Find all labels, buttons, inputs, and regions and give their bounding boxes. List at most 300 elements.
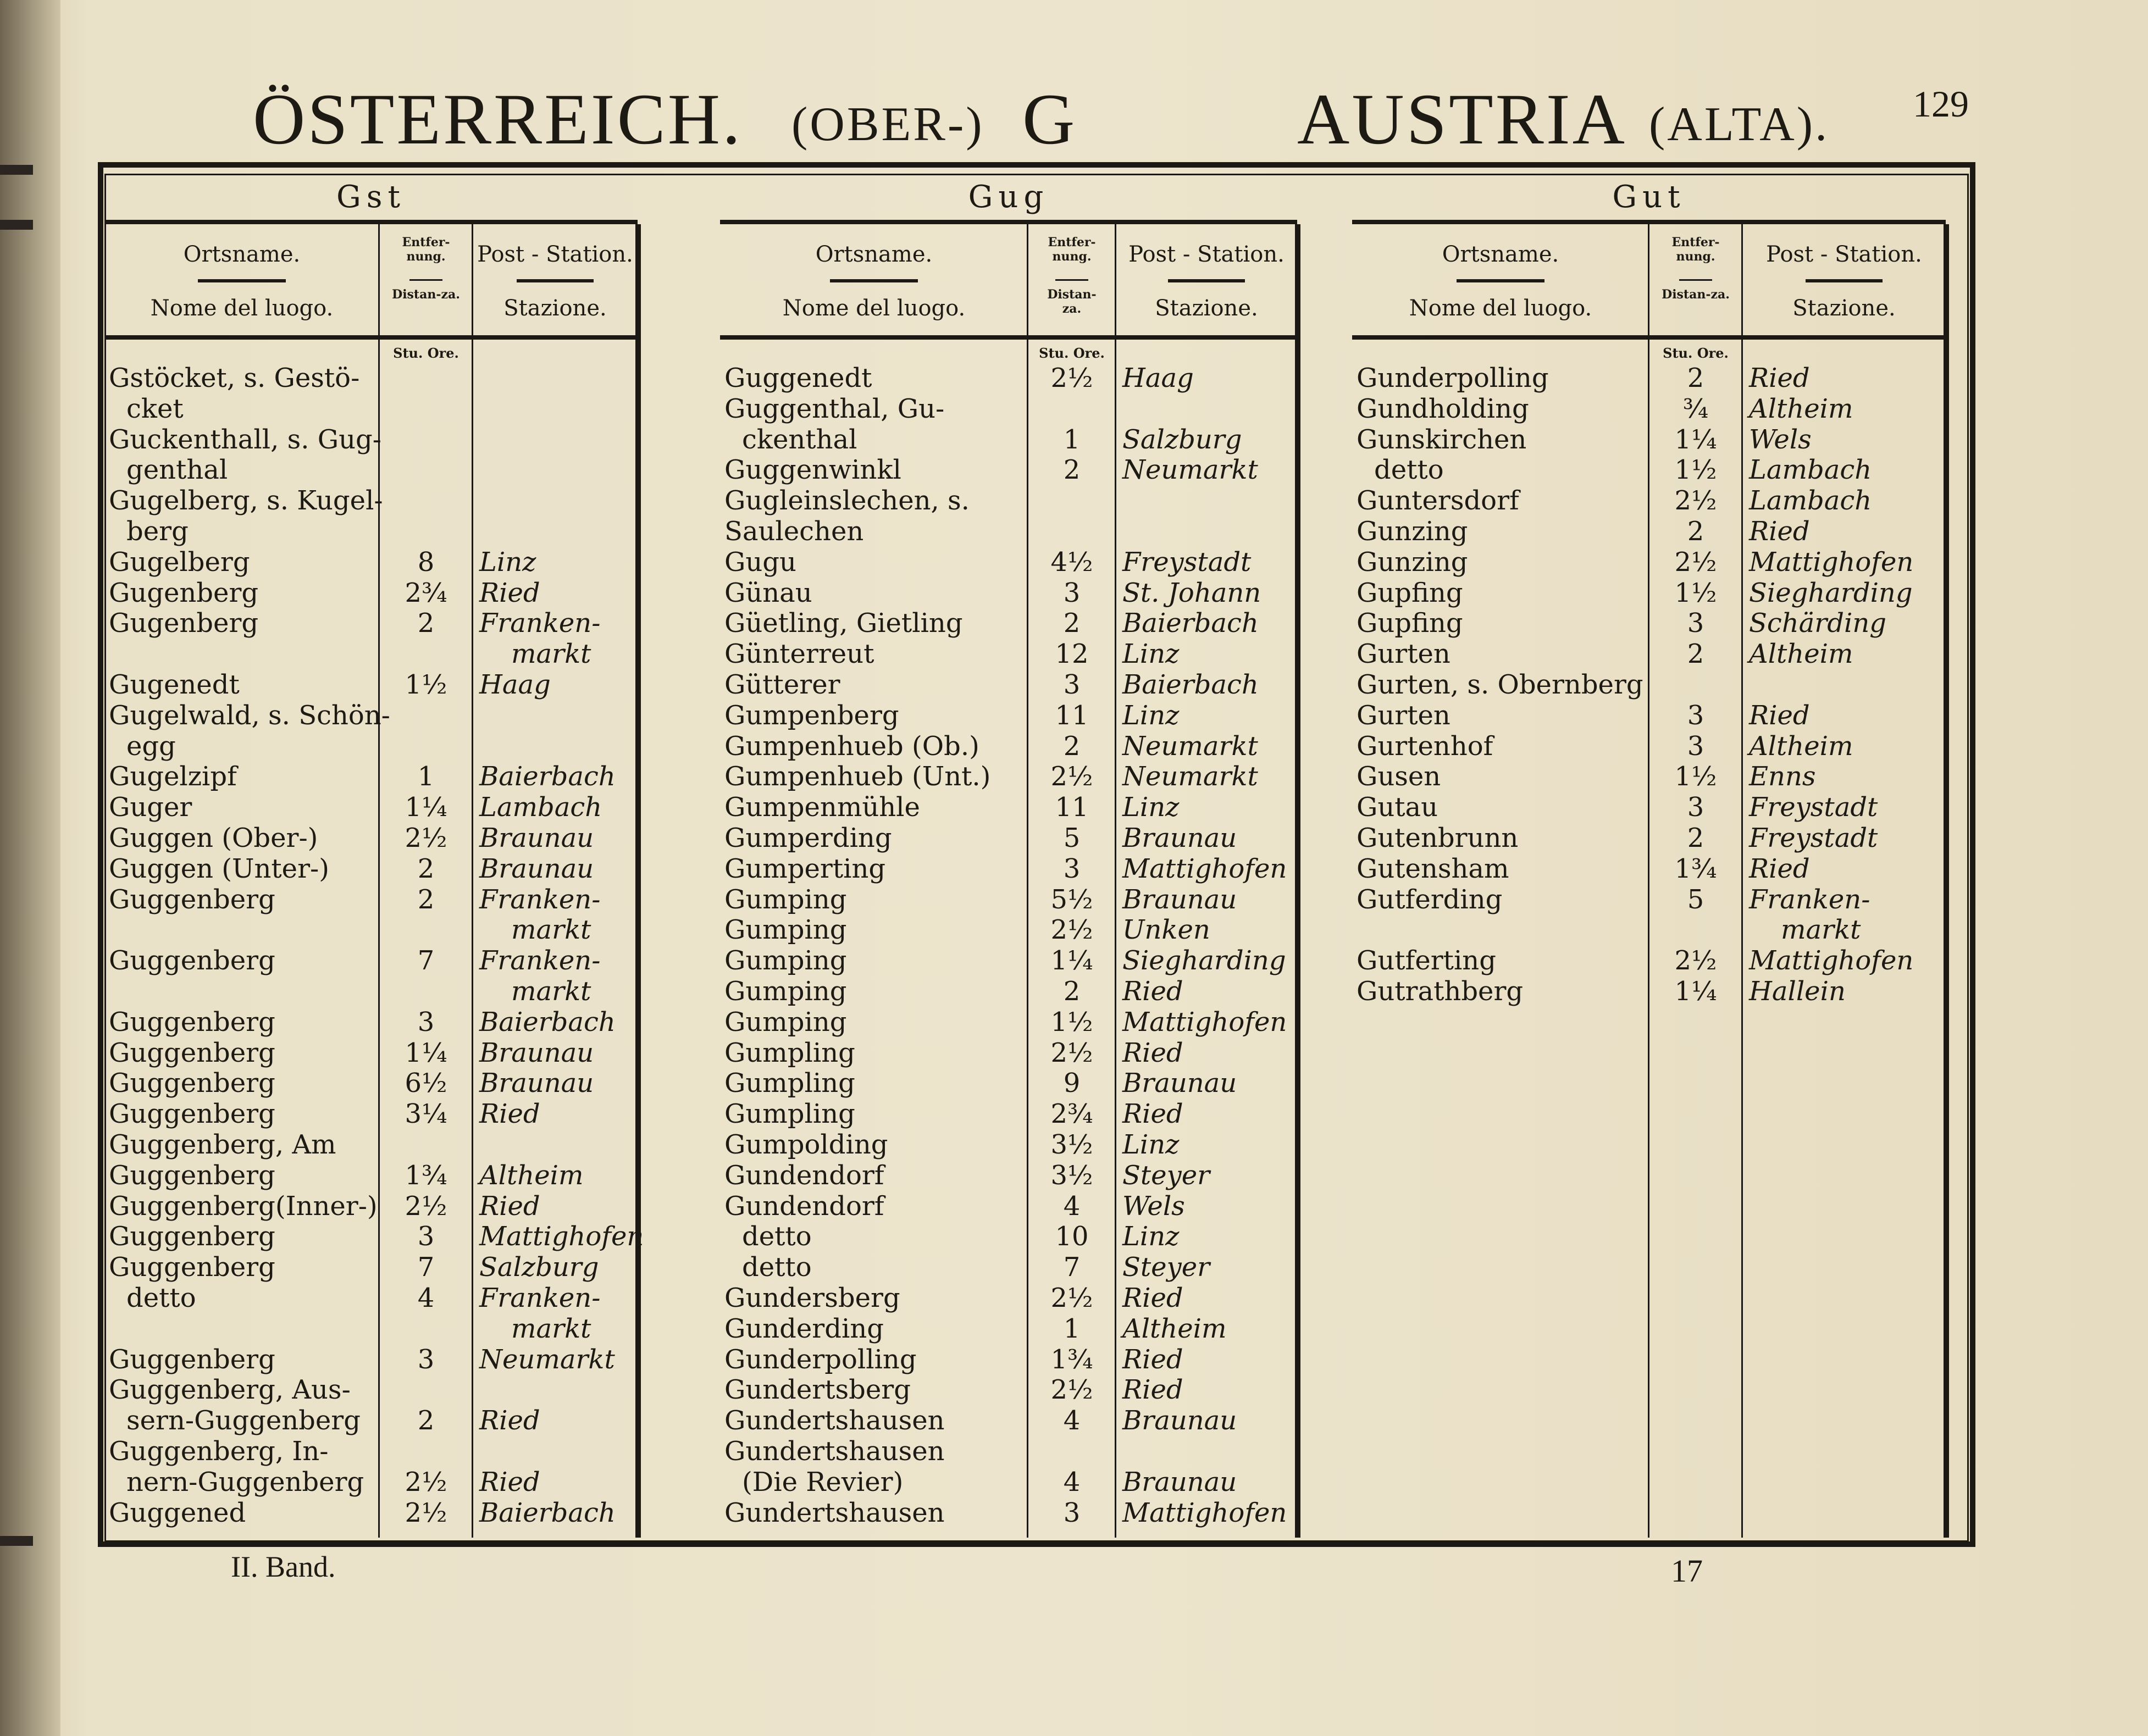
- table-row: [1352, 516, 1946, 547]
- table-row: [720, 424, 1297, 455]
- distance-hours: 2: [1063, 454, 1081, 486]
- post-station: Braunau: [479, 823, 594, 853]
- place-name: Gumpling: [724, 1037, 855, 1068]
- distance-hours: 2¾: [1050, 1099, 1093, 1130]
- place-name: Gumpenmühle: [724, 792, 920, 823]
- table-row: [104, 363, 638, 393]
- header-rule: [1806, 279, 1883, 282]
- distance-hours: 2¾: [405, 577, 447, 608]
- place-name: Gugleinslechen, s.: [724, 485, 970, 517]
- distance-hours: 5: [1687, 884, 1704, 915]
- table-row: [104, 454, 638, 485]
- header-place-name: [1352, 224, 1649, 340]
- place-name: Guggenberg, In-: [109, 1436, 329, 1467]
- post-station: Salzburg: [1122, 424, 1242, 455]
- place-name: Gugelzipf: [109, 761, 237, 792]
- place-name: Gumping: [724, 884, 847, 915]
- post-station: Freystadt: [1122, 546, 1252, 578]
- place-name: Gutau: [1357, 792, 1438, 823]
- distance-hours: 5½: [1050, 884, 1093, 915]
- post-station: Braunau: [479, 1068, 594, 1099]
- place-name: Gundendorf: [724, 1160, 884, 1191]
- signature-mark: 17: [1671, 1553, 1703, 1589]
- post-station: Ried: [479, 1190, 540, 1222]
- post-station: Mattighofen: [1122, 853, 1287, 884]
- table-row: [720, 485, 1297, 516]
- post-station: Lambach: [1749, 485, 1872, 517]
- post-station: Haag: [479, 669, 551, 700]
- header-post-it: Stazione.: [503, 296, 607, 321]
- table-row: [1352, 884, 1946, 915]
- place-name: Gutensham: [1357, 853, 1509, 884]
- table-row: [720, 823, 1297, 853]
- place-name: Gugu: [724, 546, 796, 578]
- unit-label: Stu. Ore.: [1663, 345, 1729, 361]
- post-station: Baierbach: [1122, 608, 1259, 639]
- table-row: [720, 1099, 1297, 1129]
- table-row: [720, 454, 1297, 485]
- table-row: [720, 1129, 1297, 1160]
- table-row: [104, 639, 638, 669]
- header-rule: [409, 279, 442, 281]
- distance-hours: 7: [1063, 1252, 1081, 1283]
- post-station: markt: [511, 1313, 591, 1344]
- post-station: Steyer: [1122, 1160, 1210, 1191]
- table-row: [720, 853, 1297, 884]
- place-name: Guggenberg: [109, 1006, 275, 1038]
- post-station: Siegharding: [1749, 577, 1913, 608]
- section-title-rule: [104, 220, 638, 224]
- header-post-station: [1116, 224, 1297, 340]
- table-row: [104, 669, 638, 700]
- distance-hours: 4: [1063, 1190, 1081, 1222]
- table-row: [720, 393, 1297, 424]
- header-name-de: Ortsname.: [815, 242, 933, 267]
- header-distance: [1649, 224, 1742, 340]
- place-name: Gütterer: [724, 669, 840, 700]
- table-row: [1352, 547, 1946, 578]
- distance-hours: 9: [1063, 1068, 1081, 1099]
- post-station: Altheim: [1749, 393, 1853, 424]
- header-post-it: Stazione.: [1792, 296, 1896, 321]
- place-name: Gugenberg: [109, 608, 259, 639]
- table-row: [720, 1038, 1297, 1068]
- page-number: 129: [1913, 83, 1969, 125]
- place-name: Gumpling: [724, 1099, 855, 1130]
- table-row: [104, 485, 638, 516]
- table-row: [1352, 639, 1946, 669]
- place-name: Guggenberg: [109, 884, 275, 915]
- distance-hours: 2: [1687, 639, 1704, 670]
- place-name: Guggenberg: [109, 1160, 275, 1191]
- place-name: Gumping: [724, 976, 847, 1007]
- distance-hours: 3: [1687, 792, 1704, 823]
- table-row: [104, 731, 638, 762]
- distance-hours: 1½: [1674, 454, 1717, 486]
- distance-hours: 7: [417, 1252, 435, 1283]
- distance-hours: 11: [1055, 700, 1089, 731]
- header-dist-it: Distan-za.: [1047, 287, 1097, 316]
- place-name: Gugelwald, s. Schön-: [109, 700, 390, 731]
- post-station: Ried: [479, 1405, 540, 1437]
- post-station: Franken-: [479, 608, 601, 639]
- distance-hours: 3¼: [405, 1099, 447, 1130]
- table-row: [104, 1160, 638, 1191]
- post-station: Neumarkt: [1122, 730, 1258, 762]
- section-gut: [1352, 174, 1946, 1542]
- table-row: [720, 1068, 1297, 1099]
- post-station: Ried: [479, 1466, 540, 1497]
- table-row: [720, 516, 1297, 547]
- header-rule: [1055, 279, 1088, 281]
- table-row: [104, 945, 638, 976]
- distance-hours: 2: [417, 853, 435, 884]
- place-name: sern-Guggenberg: [126, 1405, 361, 1437]
- distance-hours: 2: [1687, 823, 1704, 853]
- table-row: [104, 1221, 644, 1252]
- distance-hours: 10: [1055, 1221, 1089, 1252]
- distance-hours: 11: [1055, 792, 1089, 823]
- place-name: Guggenberg: [109, 1068, 275, 1099]
- table-row: [720, 1436, 1297, 1467]
- table-row: [104, 853, 638, 884]
- place-name: Guntersdorf: [1357, 485, 1519, 517]
- table-row: [104, 792, 638, 823]
- post-station: Ried: [1749, 516, 1810, 547]
- running-header: [0, 66, 2148, 170]
- post-station: markt: [511, 976, 591, 1007]
- header-name-it: Nome del luogo.: [150, 296, 334, 321]
- header-dist-de: Entfer-nung.: [402, 235, 450, 264]
- book-gutter: [0, 0, 60, 1736]
- distance-hours: 1¼: [405, 1037, 447, 1068]
- post-station: Hallein: [1749, 976, 1846, 1007]
- post-station: Neumarkt: [479, 1344, 615, 1375]
- section-title-rule: [720, 220, 1297, 224]
- distance-hours: 1½: [1674, 761, 1717, 792]
- table-row: [720, 976, 1297, 1007]
- place-name: Gusen: [1357, 761, 1441, 792]
- post-station: Ried: [1122, 1283, 1183, 1313]
- table-row: [1352, 363, 1946, 393]
- place-name: Gunskirchen: [1357, 424, 1527, 455]
- place-name: Guggenberg: [109, 1221, 275, 1252]
- place-name: Guggen (Ober-): [109, 823, 318, 853]
- header-rule: [830, 279, 918, 282]
- distance-hours: 1¾: [1674, 853, 1717, 884]
- post-station: Mattighofen: [1122, 1006, 1287, 1038]
- place-name: Gumpenberg: [724, 700, 899, 731]
- header-post-de: Post - Station.: [477, 242, 633, 267]
- place-name: Gstöcket, s. Gestö-: [109, 363, 360, 393]
- table-row: [1352, 945, 1946, 976]
- distance-hours: 1¾: [1050, 1344, 1093, 1375]
- place-name: Gurten, s. Obernberg: [1357, 669, 1643, 700]
- table-row: [720, 1313, 1297, 1344]
- place-name: Gurtenhof: [1357, 730, 1493, 762]
- place-name: Guggenberg, Aus-: [109, 1374, 351, 1406]
- place-name: Gumping: [724, 945, 847, 977]
- table-row: [104, 393, 638, 424]
- header-letter: G: [1022, 79, 1077, 159]
- post-station: Siegharding: [1122, 945, 1286, 977]
- header-post-station: [1742, 224, 1946, 340]
- place-name: Güetling, Gietling: [724, 608, 963, 639]
- place-name: Gutenbrunn: [1357, 823, 1519, 853]
- post-station: Franken-: [479, 945, 601, 977]
- header-rule: [517, 279, 594, 282]
- table-row: [104, 700, 638, 731]
- table-row: [1352, 792, 1946, 823]
- section-title: Gut: [1612, 179, 1686, 215]
- post-station: Ried: [1122, 1344, 1183, 1375]
- section-title: Gst: [336, 179, 406, 215]
- header-right-title: AUSTRIA: [1297, 79, 1627, 159]
- unit-label: Stu. Ore.: [393, 345, 459, 361]
- place-name: detto: [742, 1221, 812, 1252]
- place-name: ckenthal: [742, 424, 857, 455]
- table-row: [104, 1129, 638, 1160]
- table-row: [104, 578, 638, 608]
- distance-hours: 2½: [1050, 1374, 1093, 1406]
- post-station: Baierbach: [479, 1006, 616, 1038]
- table-row: [720, 639, 1297, 669]
- place-name: Guggenberg: [109, 1037, 275, 1068]
- table-row: [104, 1436, 638, 1467]
- distance-hours: 3: [1063, 853, 1081, 884]
- section-gst: [104, 174, 644, 1542]
- place-name: Gunderpolling: [1357, 363, 1549, 393]
- table-row: [104, 884, 638, 915]
- table-row: [104, 1344, 638, 1375]
- place-name: Gundertshausen: [724, 1405, 945, 1437]
- table-row: [720, 1252, 1297, 1283]
- distance-hours: 2½: [1050, 914, 1093, 946]
- post-station: Braunau: [1122, 823, 1237, 853]
- table-row: [104, 547, 638, 578]
- post-station: Mattighofen: [1749, 546, 1914, 578]
- place-name: Gumpenhueb (Ob.): [724, 730, 979, 762]
- post-station: Ried: [1749, 700, 1810, 731]
- table-row: [720, 1221, 1297, 1252]
- table-row: [1352, 914, 1946, 945]
- place-name: Gunderding: [724, 1313, 884, 1344]
- post-station: Wels: [1749, 424, 1812, 455]
- place-name: Guggenedt: [724, 363, 872, 393]
- place-name: Guggenthal, Gu-: [724, 393, 945, 424]
- header-right-subtitle: (ALTA).: [1649, 98, 1830, 151]
- place-name: detto: [126, 1283, 196, 1313]
- distance-hours: 2: [417, 608, 435, 639]
- distance-hours: 3: [1063, 669, 1081, 700]
- distance-hours: 3½: [1050, 1129, 1093, 1160]
- place-name: Guggen (Unter-): [109, 853, 329, 884]
- post-station: Linz: [479, 546, 536, 578]
- header-rule: [1168, 279, 1245, 282]
- distance-hours: 2: [1063, 976, 1081, 1007]
- place-name: detto: [742, 1252, 812, 1283]
- post-station: Freystadt: [1749, 792, 1878, 823]
- table-row: [720, 1160, 1297, 1191]
- distance-hours: 1¼: [1674, 976, 1717, 1007]
- table-row: [104, 976, 638, 1007]
- distance-hours: 1: [1063, 1313, 1081, 1344]
- table-row: [104, 823, 638, 853]
- place-name: Guggened: [109, 1497, 246, 1528]
- header-post-de: Post - Station.: [1128, 242, 1285, 267]
- place-name: Guger: [109, 792, 192, 823]
- table-row: [720, 731, 1297, 762]
- header-name-it: Nome del luogo.: [1409, 296, 1592, 321]
- distance-hours: 2: [1063, 608, 1081, 639]
- distance-hours: 1½: [1050, 1006, 1093, 1038]
- distance-hours: 3: [1063, 577, 1081, 608]
- post-station: Linz: [1122, 639, 1180, 670]
- distance-hours: 4: [1063, 1405, 1081, 1437]
- distance-hours: 2: [1063, 730, 1081, 762]
- place-name: Gumpenhueb (Unt.): [724, 761, 991, 792]
- table-row: [720, 1344, 1297, 1375]
- place-name: Gunzing: [1357, 546, 1468, 578]
- distance-hours: 2½: [1050, 761, 1093, 792]
- distance-hours: 2½: [1050, 1037, 1093, 1068]
- place-name: nern-Guggenberg: [126, 1466, 364, 1497]
- header-dist-it: Distan-za.: [392, 287, 460, 302]
- table-row: [104, 516, 638, 547]
- post-station: Altheim: [479, 1160, 584, 1191]
- place-name: Gumpling: [724, 1068, 855, 1099]
- distance-hours: 2½: [405, 1190, 447, 1222]
- table-row: [1352, 700, 1946, 731]
- post-station: Ried: [1122, 1037, 1183, 1068]
- post-station: Ried: [1122, 1374, 1183, 1406]
- place-name: Gugenberg: [109, 577, 259, 608]
- table-row: [720, 1374, 1297, 1405]
- table-row: [1352, 454, 1946, 485]
- table-row: [1352, 853, 1946, 884]
- header-distance: [1028, 224, 1116, 340]
- post-station: Braunau: [1122, 884, 1237, 915]
- header-left-subtitle: (OBER-): [791, 98, 984, 151]
- distance-hours: 3½: [1050, 1160, 1093, 1191]
- place-name: Gurten: [1357, 700, 1451, 731]
- place-name: Gunderpolling: [724, 1344, 917, 1375]
- table-row: [720, 761, 1297, 792]
- table-row: [720, 1405, 1297, 1436]
- post-station: Linz: [1122, 1129, 1180, 1160]
- table-row: [720, 669, 1297, 700]
- table-row: [720, 1497, 1297, 1528]
- place-name: egg: [126, 730, 176, 762]
- table-row: [104, 914, 638, 945]
- place-name: Gundendorf: [724, 1190, 884, 1222]
- place-name: genthal: [126, 454, 228, 486]
- post-station: Linz: [1122, 1221, 1180, 1252]
- distance-hours: 5: [1063, 823, 1081, 853]
- distance-hours: 1½: [1674, 577, 1717, 608]
- table-row: [720, 578, 1297, 608]
- place-name: Guggenberg: [109, 1344, 275, 1375]
- table-row: [720, 1191, 1297, 1222]
- post-station: Braunau: [479, 853, 594, 884]
- place-name: Gundertshausen: [724, 1436, 945, 1467]
- place-name: Saulechen: [724, 516, 864, 547]
- table-row: [1352, 976, 1946, 1007]
- distance-hours: 3: [417, 1344, 435, 1375]
- post-station: Franken-: [479, 884, 601, 915]
- post-station: Baierbach: [1122, 669, 1259, 700]
- distance-hours: 2½: [1050, 363, 1093, 393]
- post-station: Franken-: [1749, 884, 1870, 915]
- distance-hours: 1: [1063, 424, 1081, 455]
- header-name-it: Nome del luogo.: [782, 296, 966, 321]
- post-station: Linz: [1122, 700, 1180, 731]
- table-row: [1352, 731, 1946, 762]
- place-name: Gugenedt: [109, 669, 240, 700]
- place-name: Gutferting: [1357, 945, 1496, 977]
- place-name: Gutferding: [1357, 884, 1503, 915]
- distance-hours: 1¼: [405, 792, 447, 823]
- distance-hours: 8: [417, 546, 435, 578]
- distance-hours: 4: [417, 1283, 435, 1313]
- table-row: [1352, 424, 1946, 455]
- distance-hours: 1¼: [1050, 945, 1093, 977]
- place-name: cket: [126, 393, 184, 424]
- distance-hours: 12: [1055, 639, 1089, 670]
- post-station: markt: [1781, 914, 1861, 946]
- unit-label: Stu. Ore.: [1039, 345, 1105, 361]
- place-name: Gugelberg: [109, 546, 250, 578]
- post-station: Mattighofen: [1749, 945, 1914, 977]
- place-name: Gundertshausen: [724, 1497, 945, 1528]
- header-dist-it: Distan-za.: [1662, 287, 1730, 302]
- table-row: [720, 945, 1297, 976]
- gutter-bar: [0, 1536, 33, 1546]
- table-row: [1352, 761, 1946, 792]
- header-place-name: [720, 224, 1028, 340]
- header-post-it: Stazione.: [1155, 296, 1258, 321]
- header-post-station: [473, 224, 638, 340]
- post-station: Lambach: [479, 792, 602, 823]
- post-station: Baierbach: [479, 761, 616, 792]
- post-station: Haag: [1122, 363, 1194, 393]
- table-row: [104, 1068, 638, 1099]
- table-row: [104, 1405, 638, 1436]
- distance-hours: 3: [417, 1221, 435, 1252]
- place-name: Gundersberg: [724, 1283, 900, 1313]
- header-rule: [1457, 279, 1544, 282]
- place-name: Guckenthall, s. Gug-: [109, 424, 381, 455]
- table-row: [104, 1497, 638, 1528]
- place-name: detto: [1374, 454, 1444, 486]
- table-row: [720, 1007, 1297, 1038]
- post-station: Linz: [1122, 792, 1180, 823]
- header-dist-de: Entfer-nung.: [1671, 235, 1720, 264]
- table-row: [1352, 669, 1946, 700]
- table-row: [720, 792, 1297, 823]
- place-name: Günterreut: [724, 639, 874, 670]
- post-station: markt: [511, 914, 591, 946]
- post-station: Braunau: [1122, 1466, 1237, 1497]
- table-row: [104, 608, 638, 639]
- distance-hours: 1¼: [1674, 424, 1717, 455]
- place-name: Gutrathberg: [1357, 976, 1524, 1007]
- section-gug: [720, 174, 1297, 1542]
- post-station: Altheim: [1122, 1313, 1227, 1344]
- place-name: Gugelberg, s. Kugel-: [109, 485, 383, 517]
- post-station: Ried: [1122, 1099, 1183, 1130]
- header-distance: [379, 224, 473, 340]
